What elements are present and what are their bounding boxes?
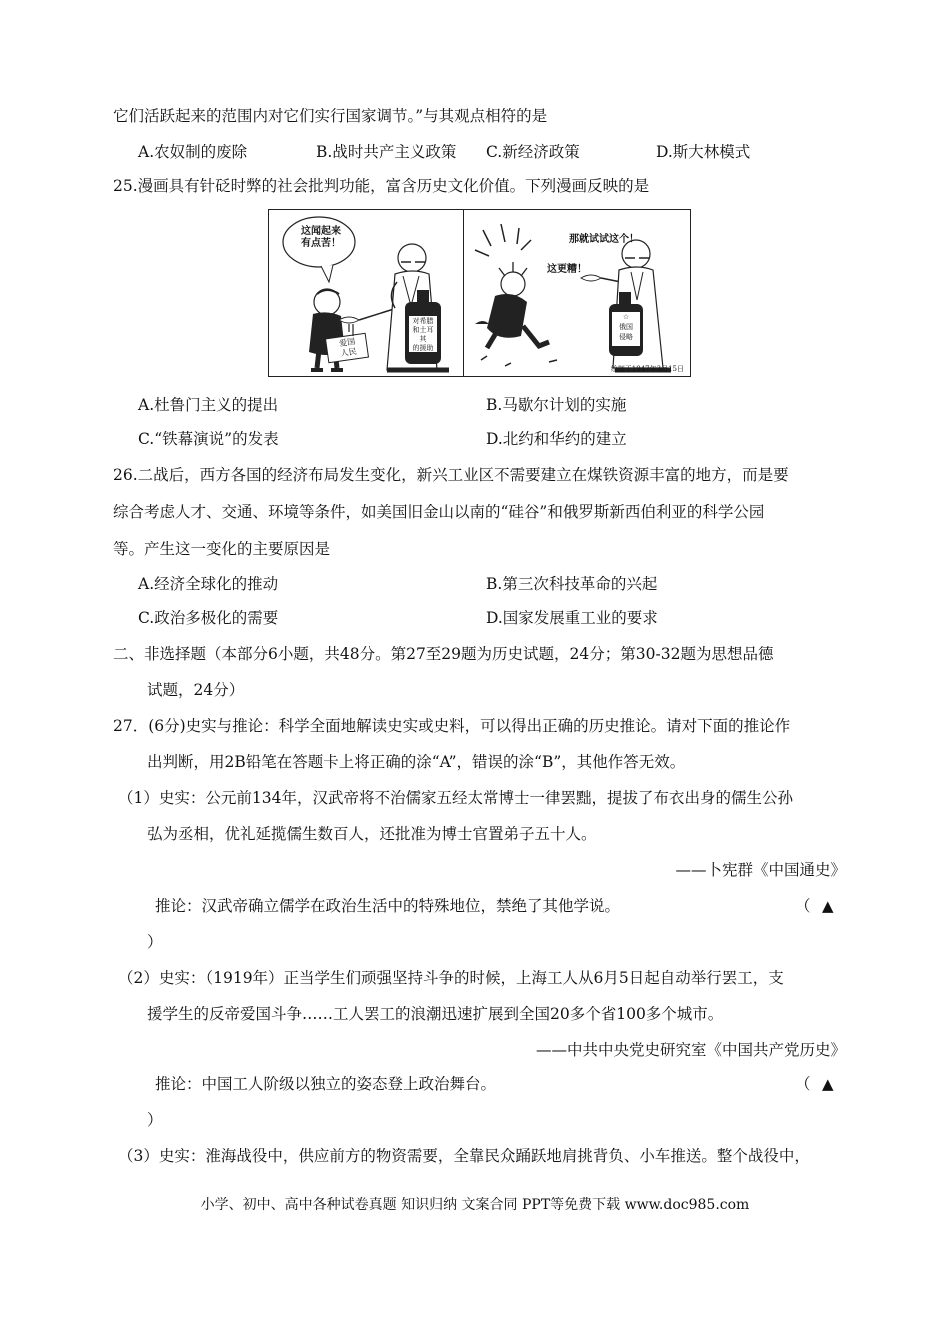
question-26-stem-line-3: 等。产生这一变化的主要原因是: [113, 540, 331, 558]
item-2-fact-line-1: （2）史实：（1919年）正当学生们顽强坚持斗争的时候，上海工人从6月5日起自动举行罢工，支: [118, 969, 784, 987]
item-2-answer-paren-open: （: [795, 1075, 811, 1093]
cartoon-caption: 绘制于1947年3月15日: [610, 365, 684, 373]
q25-option-d: D.北约和华约的建立: [486, 430, 627, 448]
item-1-answer-paren-open: （: [795, 897, 811, 915]
item-3-fact-line-1: （3）史实：淮海战役中，供应前方的物资需要，全靠民众踊跃地肩挑背负、小车推送。整个战役中，: [118, 1147, 810, 1165]
left-bottle-line-2: 和土耳其: [412, 326, 434, 343]
left-bubble-text: [299, 226, 343, 250]
item-1-fact-line-2: 弘为丞相，优礼延揽儒生数百人，还批准为博士官置弟子五十人。: [147, 825, 597, 843]
cartoon-panel-divider: [463, 210, 464, 376]
section-2-heading-line-1: 二、非选择题（本部分6小题，共48分。第27至29题为历史试题，24分；第30-32题为思想品德: [113, 645, 774, 663]
left-sign-line-2: 人民: [340, 346, 358, 359]
q25-option-a: A.杜鲁门主义的提出: [138, 396, 279, 414]
item-2-source: ——中共中央党史研究室《中国共产党历史》: [535, 1041, 846, 1059]
left-bubble-line-1: 这闻起来: [301, 226, 341, 237]
right-bottle-line-3: 侵略: [619, 333, 633, 341]
right-bottle-line-1: ☆: [622, 313, 630, 321]
q24-option-d: D.斯大林模式: [656, 143, 751, 161]
q25-option-b: B.马歇尔计划的实施: [486, 396, 627, 414]
q25-option-c: C.“铁幕演说”的发表: [138, 430, 279, 448]
q26-option-d: D.国家发展重工业的要求: [486, 609, 658, 627]
right-bottle-label: [613, 312, 639, 342]
item-2-answer-triangle-icon: ▲: [822, 1075, 834, 1093]
right-bubble-text: 那就试试这个！: [569, 234, 639, 245]
question-26-stem-line-2: 综合考虑人才、交通、环境等条件，如美国旧金山以南的“硅谷”和俄罗斯新西伯利亚的科学公园: [113, 503, 765, 521]
item-1-source: ——卜宪群《中国通史》: [675, 861, 846, 879]
q24-option-a: A.农奴制的废除: [138, 143, 248, 161]
q26-option-a: A.经济全球化的推动: [138, 575, 279, 593]
page-footer: 小学、初中、高中各种试卷真题 知识归纳 文案合同 PPT等免费下载 www.doc985.com: [200, 1197, 750, 1213]
item-2-fact-line-2: 援学生的反帝爱国斗争……工人罢工的浪潮迅速扩展到全国20多个省100多个城市。: [147, 1005, 724, 1023]
question-26-stem-line-1: 26.二战后，西方各国的经济布局发生变化，新兴工业区不需要建立在煤铁资源丰富的地方，而是要: [113, 466, 789, 484]
question-27-stem-line-1: 27．(6分)史实与推论：科学全面地解读史实或史料，可以得出正确的历史推论。请对下面的推论作: [113, 717, 791, 735]
question-25-stem: 25.漫画具有针砭时弊的社会批判功能，富含历史文化价值。下列漫画反映的是: [113, 177, 650, 195]
item-1-fact-line-1: （1）史实：公元前134年，汉武帝将不治儒家五经太常博士一律罢黜，提拔了布衣出身的儒生公孙: [118, 789, 793, 807]
right-bottle-line-2: 俄国: [619, 323, 633, 331]
question-27-stem-line-2: 出判断，用2B铅笔在答题卡上将正确的涂“A”，错误的涂“B”，其他作答无效。: [147, 753, 686, 771]
q26-option-b: B.第三次科技革命的兴起: [486, 575, 658, 593]
left-sign-label: [336, 337, 361, 360]
item-1-answer-triangle-icon: ▲: [822, 897, 834, 915]
left-bottle-line-1: 对希腊: [412, 317, 434, 325]
item-1-inference: 推论：汉武帝确立儒学在政治生活中的特殊地位，禁绝了其他学说。: [155, 897, 621, 915]
item-2-answer-paren-close: ）: [147, 1111, 163, 1129]
left-bubble-line-2: 有点苦！: [301, 238, 341, 249]
question-24-stem-continuation: 它们活跃起来的范围内对它们实行国家调节。”与其观点相符的是: [113, 107, 548, 125]
section-2-heading-line-2: 试题，24分）: [147, 681, 245, 699]
q26-option-c: C.政治多极化的需要: [138, 609, 279, 627]
political-cartoon: [268, 209, 691, 377]
left-sign-line-1: 爱国: [338, 336, 356, 349]
item-1-answer-paren-close: ）: [147, 933, 163, 951]
right-shout-text: 这更糟！: [547, 264, 587, 275]
left-bottle-line-3: 的援助: [412, 344, 434, 352]
left-bottle-label: [410, 317, 436, 353]
q24-option-c: C.新经济政策: [486, 143, 580, 161]
item-2-inference: 推论：中国工人阶级以独立的姿态登上政治舞台。: [155, 1075, 497, 1093]
q24-option-b: B.战时共产主义政策: [316, 143, 457, 161]
